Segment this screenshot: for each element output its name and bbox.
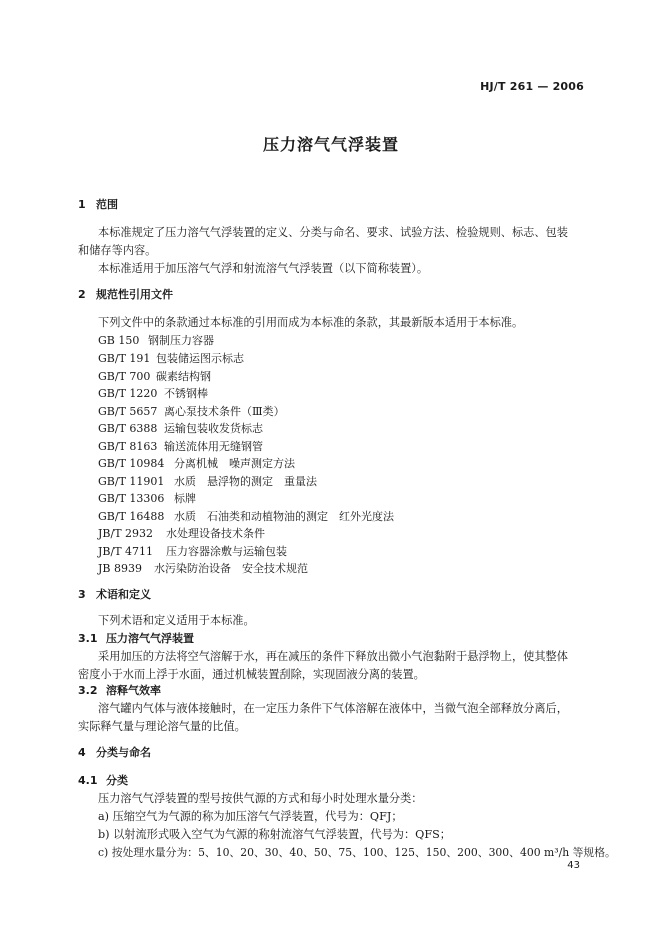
reference-item: GB/T 10984 分离机械 噪声测定方法: [98, 457, 295, 470]
subsection-number: 4.1: [78, 774, 98, 787]
reference-item: JB/T 2932 水处理设备技术条件: [98, 527, 265, 540]
section-3-heading: [78, 588, 151, 602]
s32-line1: 溶气罐内气体与液体接触时，在一定压力条件下气体溶解在液体中，当微气泡全部释放分离后，: [98, 702, 568, 715]
reference-item: GB/T 700 碳素结构钢: [98, 370, 211, 383]
subsection-4-1-heading: [78, 774, 128, 788]
section-title: 分类与命名: [96, 746, 151, 759]
s32-line2: 实际释气量与理论溶气量的比值。: [78, 720, 246, 733]
reference-item: GB/T 8163 输送流体用无缝钢管: [98, 440, 263, 453]
reference-item: GB/T 191 包装储运图示标志: [98, 352, 244, 365]
s41-intro: 压力溶气气浮装置的型号按供气源的方式和每小时处理水量分类：: [98, 792, 423, 805]
subsection-number: 3.1: [78, 632, 98, 645]
s2-intro: 下列文件中的条款通过本标准的引用而成为本标准的条款，其最新版本适用于本标准。: [98, 316, 524, 329]
reference-item: GB/T 11901 水质 悬浮物的测定 重量法: [98, 475, 317, 488]
document-title: 压力溶气气浮装置: [262, 135, 399, 154]
subsection-number: 3.2: [78, 684, 98, 697]
reference-item: GB/T 13306 标牌: [98, 492, 196, 505]
section-number: 1: [78, 198, 86, 211]
s41-item-b: b) 以射流形式吸入空气为气源的称射流溶气气浮装置，代号为：QFS；: [98, 828, 451, 841]
section-title: 规范性引用文件: [96, 288, 173, 301]
subsection-title: 分类: [106, 774, 128, 787]
section-number: 3: [78, 588, 86, 601]
reference-item: JB/T 4711 压力容器涂敷与运输包装: [98, 545, 287, 558]
reference-item: GB/T 16488 水质 石油类和动植物油的测定 红外光度法: [98, 510, 394, 523]
s1-para1-line1: 本标准规定了压力溶气气浮装置的定义、分类与命名、要求、试验方法、检验规则、标志、包装: [98, 226, 568, 239]
subsection-3-2-heading: [78, 684, 161, 698]
section-2-heading: [78, 288, 173, 302]
reference-item: GB 150 钢制压力容器: [98, 334, 214, 347]
reference-item: GB/T 6388 运输包装收发货标志: [98, 422, 263, 435]
page-number: 43: [567, 860, 580, 871]
subsection-3-1-heading: [78, 632, 194, 646]
section-number: 4: [78, 746, 86, 759]
section-number: 2: [78, 288, 86, 301]
s3-intro: 下列术语和定义适用于本标准。: [98, 614, 255, 627]
s41-item-c: c) 按处理水量分为：5、10、20、30、40、50、75、100、125、150、200、300、400 m³/h 等规格。: [98, 846, 616, 859]
section-title: 术语和定义: [96, 588, 151, 601]
subsection-title: 溶释气效率: [106, 684, 161, 697]
section-4-heading: [78, 746, 151, 760]
subsection-title: 压力溶气气浮装置: [106, 632, 194, 645]
section-title: 范围: [96, 198, 118, 211]
standard-code: HJ/T 261 — 2006: [480, 80, 584, 93]
s1-para1-line2: 和储存等内容。: [78, 244, 157, 257]
s1-para2: 本标准适用于加压溶气气浮和射流溶气气浮装置（以下简称装置）。: [98, 262, 429, 275]
s31-line2: 密度小于水而上浮于水面，通过机械装置刮除，实现固液分离的装置。: [78, 668, 425, 681]
section-1-heading: [78, 198, 118, 212]
s41-item-a: a) 压缩空气为气源的称为加压溶气气浮装置，代号为：QFJ；: [98, 810, 403, 823]
reference-item: JB 8939 水污染防治设备 安全技术规范: [98, 562, 308, 575]
s31-line1: 采用加压的方法将空气溶解于水，再在减压的条件下释放出微小气泡黏附于悬浮物上，使其整体: [98, 650, 568, 663]
reference-item: GB/T 5657 离心泵技术条件（Ⅲ类）: [98, 405, 285, 418]
reference-item: GB/T 1220 不锈钢棒: [98, 387, 208, 400]
